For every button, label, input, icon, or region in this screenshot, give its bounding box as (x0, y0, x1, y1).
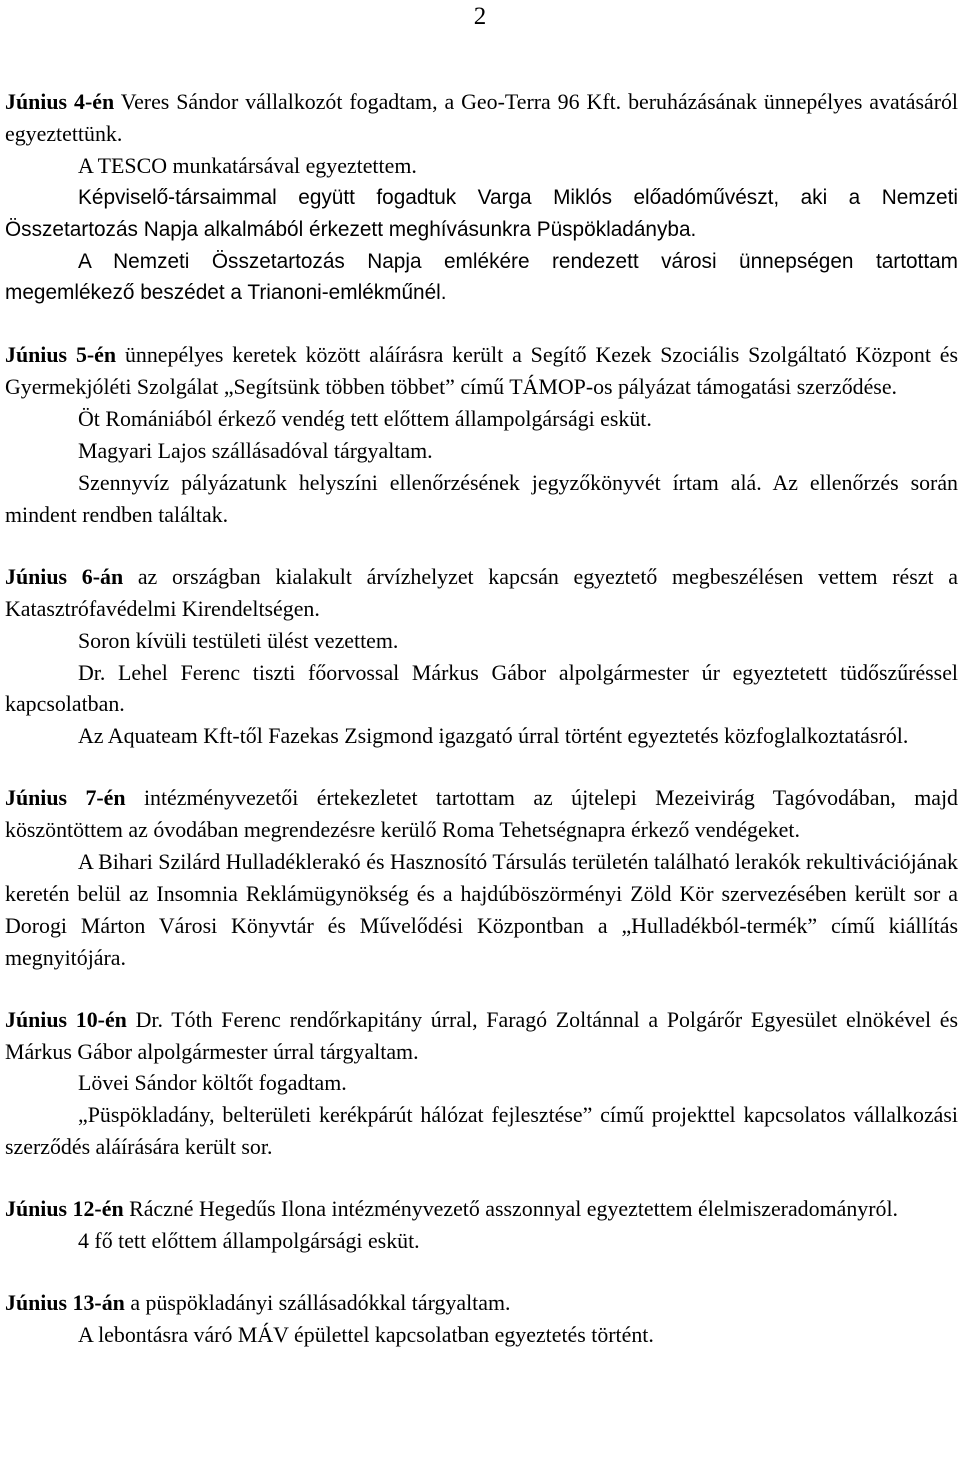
entry-paragraph (5, 1225, 958, 1257)
entry-paragraph (5, 1319, 958, 1351)
entry-text: Öt Romániából érkező vendég tett előttem állampolgársági esküt. (78, 406, 652, 432)
entry-first-paragraph (5, 339, 958, 403)
entry-first-paragraph (5, 86, 958, 150)
entry-paragraph (5, 403, 958, 435)
entry-paragraph (5, 846, 958, 974)
entry-text: Veres Sándor vállalkozót fogadtam, a Geo-Terra 96 Kft. beruházásának ünnepélyes avatásáról egyeztettünk. (5, 89, 959, 146)
entry-text: intézményvezetői értekezletet tartottam az újtelepi Mezeivirág Tagóvodában, majd köszöntöttem az óvodában megrendezésre kerülő Roma Tehetségnapra érkező vendégeket. (5, 785, 959, 843)
entry-text: ünnepélyes keretek között aláírásra került a Segítő Kezek Szociális Szolgáltató Központ és Gyermekjóléti Szolgálat „Segítsünk többen többet” című TÁMOP-os pályázat támogatási szerződése. (5, 342, 958, 400)
entry-paragraph (5, 246, 958, 310)
entry-text: Lövei Sándor költőt fogadtam. (78, 1070, 347, 1096)
entry-paragraph (5, 657, 958, 721)
page-number: 2 (473, 3, 487, 30)
entry-text: Magyari Lajos szállásadóval tárgyaltam. (78, 438, 433, 464)
diary-entry (5, 782, 958, 973)
entry-first-paragraph (5, 1193, 958, 1225)
entry-text: Ráczné Hegedűs Ilona intézményvezető asszonnyal egyeztettem élelmiszeradományról. (129, 1196, 898, 1222)
entry-text: Képviselő-társaimmal együtt fogadtuk Varga Miklós előadóművészt, aki a Nemzeti Összetartozás Napja alkalmából érkezett meghívásunkra Püspökladányba. (5, 185, 958, 241)
diary-entry (5, 1193, 958, 1257)
diary-entry (5, 1287, 958, 1351)
entry-text: az országban kialakult árvízhelyzet kapcsán egyeztető megbeszélésen vettem részt a Katasztrófavédelmi Kirendeltségen. (5, 563, 958, 621)
entry-text: A Bihari Szilárd Hulladéklerakó és Hasznosító Társulás területén található lerakók rekultivációjának keretén belül az Insomnia Reklámügynökség és a hajdúböszörményi Zöld Kör szervezésében került sor a Dorogi Márton Városi Könyvtár és Művelődési Központban a „Hulladékból-termék” című kiállítás megnyitójára. (5, 849, 958, 970)
entry-first-paragraph (5, 1287, 958, 1319)
entry-date: Június 7-én (5, 785, 126, 811)
entry-text: Dr. Lehel Ferenc tiszti főorvossal Márkus Gábor alpolgármester úr egyeztetett tüdőszűréssel kapcsolatban. (5, 659, 958, 717)
entry-text: Az Aquateam Kft-től Fazekas Zsigmond igazgató úrral történt egyeztetés közfoglalkoztatásról. (78, 723, 909, 749)
entry-paragraph (5, 720, 958, 752)
diary-entry (5, 86, 958, 309)
entry-date: Június 4-én (5, 89, 115, 114)
entry-paragraph (5, 435, 958, 467)
entry-text: Szennyvíz pályázatunk helyszíni ellenőrzésének jegyzőkönyvét írtam alá. Az ellenőrzés során mindent rendben találtak. (5, 469, 958, 527)
entry-first-paragraph (5, 782, 958, 846)
entry-text: „Püspökladány, belterületi kerékpárút hálózat fejlesztése” című projekttel kapcsolatos vállalkozási szerződés aláírására került sor. (5, 1102, 958, 1160)
entry-paragraph (5, 150, 958, 182)
entry-paragraph (5, 1099, 958, 1163)
entry-text: a püspökladányi szállásadókkal tárgyaltam. (130, 1290, 511, 1315)
entry-paragraph (5, 467, 958, 531)
entry-date: Június 10-én (5, 1006, 127, 1032)
diary-entry (5, 561, 958, 752)
entry-date: Június 13-án (5, 1290, 125, 1315)
entry-first-paragraph (5, 1004, 958, 1068)
diary-entry (5, 1004, 958, 1164)
entry-date: Június 5-én (5, 342, 117, 368)
entry-text: A lebontásra váró MÁV épülettel kapcsolatban egyeztetés történt. (78, 1321, 654, 1347)
entry-text: Dr. Tóth Ferenc rendőrkapitány úrral, Faragó Zoltánnal a Polgárőr Egyesület elnökével és Márkus Gábor alpolgármester úrral tárgyaltam. (5, 1006, 958, 1064)
document-body (5, 86, 958, 1381)
entry-paragraph (5, 182, 958, 246)
entry-text: A TESCO munkatársával egyeztettem. (78, 152, 417, 178)
entry-text: 4 fő tett előttem állampolgársági esküt. (78, 1228, 420, 1254)
diary-entry (5, 339, 958, 530)
entry-date: Június 12-én (5, 1196, 124, 1222)
entry-paragraph (5, 625, 958, 657)
entry-date: Június 6-án (5, 563, 124, 589)
entry-paragraph (5, 1067, 958, 1099)
entry-text: A Nemzeti Összetartozás Napja emlékére rendezett városi ünnepségen tartottam megemlékező beszédet a Trianoni-emlékműnél. (5, 249, 958, 305)
entry-text: Soron kívüli testületi ülést vezettem. (78, 627, 399, 653)
entry-first-paragraph (5, 561, 958, 625)
